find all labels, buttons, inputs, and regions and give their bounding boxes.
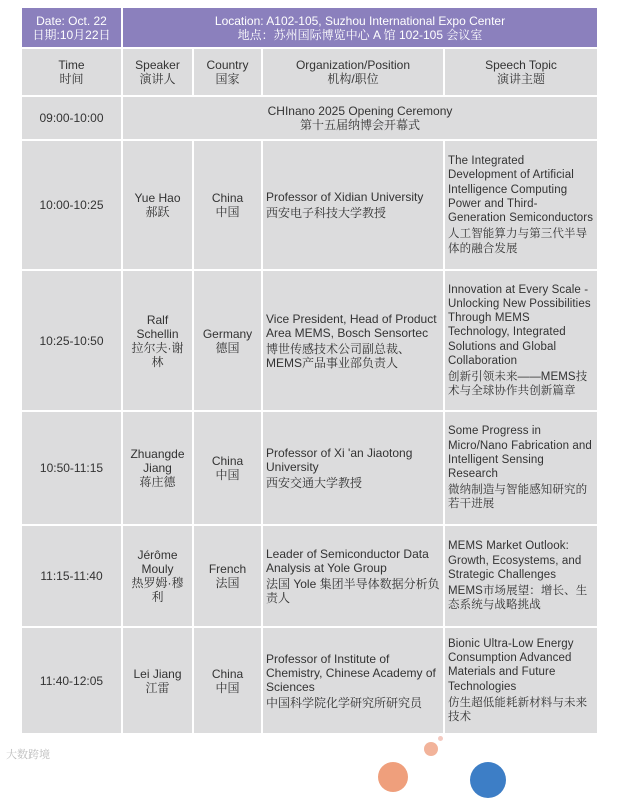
col-zh: 演讲主题 [496,72,545,86]
country-zh: 德国 [215,340,240,355]
organization-cell [263,412,443,524]
col-zh: 时间 [59,72,84,86]
column-header-country [194,49,261,95]
topic-zh: 仿生超低能耗新材料与未来技术 [448,696,588,723]
topic-cell [445,628,597,733]
column-header-topic [445,49,597,95]
org-en: Leader of Semiconductor Data Analysis at Yole Group [266,547,429,575]
time: 10:00-10:25 [39,198,104,212]
speaker-en: Jérôme Mouly [137,548,178,576]
country-cell [194,412,261,524]
organization-cell [263,141,443,269]
speaker-cell [123,412,192,524]
country-zh: 法国 [215,576,240,590]
watermark: 大数跨境 [6,749,50,761]
topic-cell [445,141,597,269]
time: 10:25-10:50 [39,333,104,348]
country-zh: 中国 [215,468,240,482]
col-en: Time [58,58,85,72]
speaker-zh: 蒋庄德 [139,475,176,489]
org-en: Professor of Institute of Chemistry, Chinese Academy of Sciences [266,651,436,694]
organization-cell [263,271,443,410]
column-header-organization [263,49,443,95]
speaker-zh: 拉尔夫·谢林 [131,340,184,369]
opening-time: 09:00-10:00 [22,97,121,139]
column-header-speaker [123,49,192,95]
speaker-cell [123,628,192,733]
decor-dot [424,742,438,756]
country-cell [194,271,261,410]
speaker-zh: 江雷 [145,680,170,695]
country-zh: 中国 [215,680,240,695]
speaker-en: Ralf Schellin [136,312,179,341]
col-zh: 机构/职位 [327,72,379,86]
org-zh: 西安电子科技大学教授 [266,206,387,220]
speaker-en: Yue Hao [134,191,181,205]
decor-dot [378,762,408,792]
decor-dot [438,736,443,741]
opening-ceremony [123,97,597,139]
location-en: Location: A102-105, Suzhou International Expo Center [214,13,506,28]
org-en: Professor of Xidian University [266,190,424,204]
country-cell [194,628,261,733]
time: 11:15-11:40 [40,569,103,583]
speaker-zh: 热罗姆·穆利 [131,576,184,604]
topic-zh: 人工智能算力与第三代半导体的融合发展 [448,228,588,255]
topic-zh: 创新引领未来——MEMS技术与全球协作共创新篇章 [448,370,588,398]
speaker-en: Lei Jiang [133,666,182,681]
time: 10:50-11:15 [39,461,104,475]
org-zh: 中国科学院化学研究所研究员 [266,695,423,710]
org-en: Vice President, Head of Product Area MEMS, Bosch Sensortec [266,311,437,340]
time-cell [22,141,121,269]
col-zh: 国家 [215,72,240,86]
opening-en: CHInano 2025 Opening Ceremony [267,104,453,118]
organization-cell [263,628,443,733]
organization-cell [263,526,443,626]
decor-dot [470,762,506,798]
org-zh: 西安交通大学教授 [266,476,363,490]
speaker-cell [123,141,192,269]
col-en: Country [206,58,249,72]
country-zh: 中国 [215,205,240,219]
org-zh: 法国 Yole 集团半导体数据分析负责人 [266,577,440,605]
topic-zh: MEMS市场展望：增长、生态系统与战略挑战 [448,585,588,612]
speaker-zh: 郝跃 [145,205,170,219]
col-en: Organization/Position [295,58,411,72]
topic-en: Bionic Ultra-Low Energy Consumption Advanced Materials and Future Technologies [448,637,574,693]
location-cell [123,8,597,47]
time-cell [22,271,121,410]
location-zh: 地点：苏州国际博览中心 A 馆 102-105 会议室 [237,27,483,42]
country-cell [194,526,261,626]
topic-zh: 微纳制造与智能感知研究的若干进展 [448,484,588,511]
column-header-time [22,49,121,95]
date-en: Date: Oct. 22 [36,13,107,28]
opening-zh: 第十五届纳博会开幕式 [299,118,420,132]
speaker-cell [123,271,192,410]
time-cell [22,412,121,524]
country-en: China [211,454,244,468]
topic-cell [445,271,597,410]
date-zh: 日期:10月22日 [32,27,111,42]
topic-cell [445,526,597,626]
country-en: China [211,191,244,205]
col-en: Speaker [135,58,180,72]
col-zh: 演讲人 [139,72,176,86]
time-cell [22,628,121,733]
topic-en: Some Progress in Micro/Nano Fabrication and Intelligent Sensing Research [448,425,592,480]
org-en: Professor of Xi 'an Jiaotong University [266,446,413,474]
country-en: French [208,562,247,576]
date-cell [22,8,121,47]
topic-en: Innovation at Every Scale - Unlocking New Possibilities Through MEMS Technology, Integrated Solutions and Global Collaboration [448,283,591,367]
time-cell [22,526,121,626]
speaker-cell [123,526,192,626]
country-en: China [211,666,244,681]
country-en: Germany [202,326,253,341]
country-cell [194,141,261,269]
col-en: Speech Topic [485,58,557,72]
topic-en: MEMS Market Outlook: Growth, Ecosystems, and Strategic Challenges [448,540,582,581]
time: 11:40-12:05 [39,673,104,688]
topic-cell [445,412,597,524]
speaker-en: Zhuangde Jiang [130,447,185,475]
topic-en: The Integrated Development of Artificial Intelligence Computing Power and Third-Generation Semiconductors [448,155,594,225]
org-zh: 博世传感技术公司副总裁、MEMS产品事业部负责人 [266,341,411,370]
schedule-table [22,8,597,733]
